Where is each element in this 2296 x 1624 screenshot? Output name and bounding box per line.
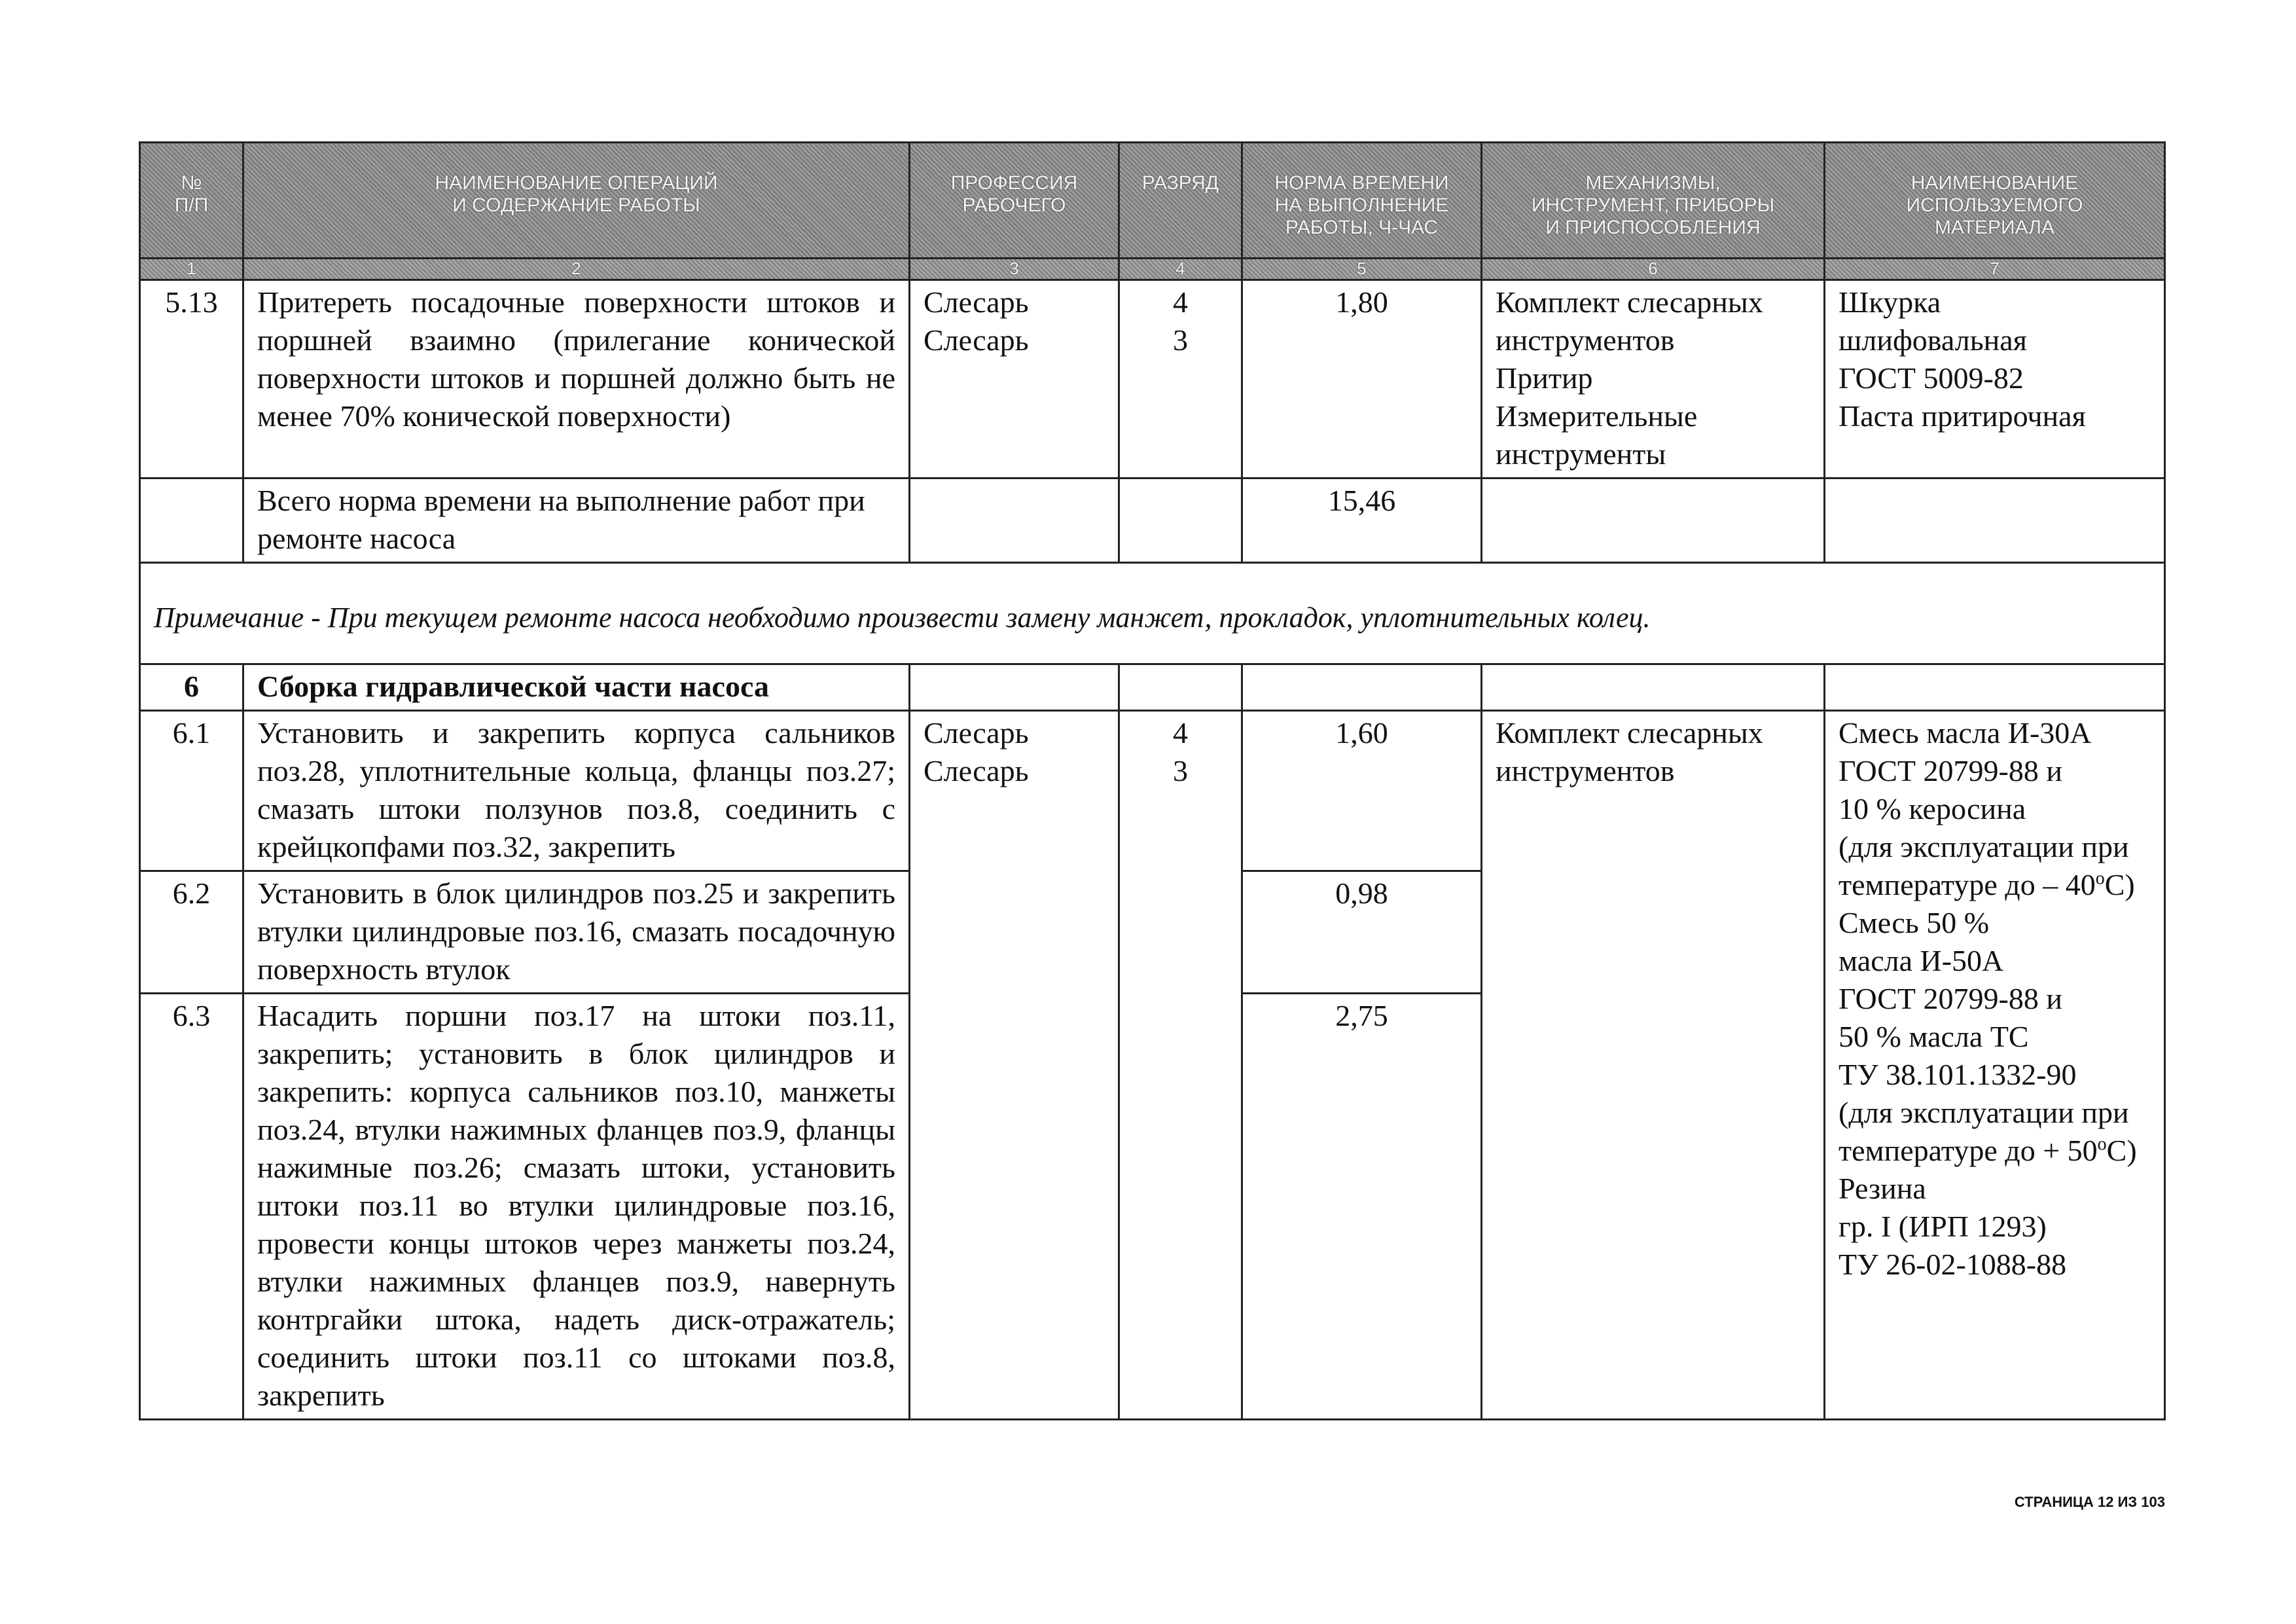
section-row (140, 664, 2165, 711)
note-text: Примечание - При текущем ремонте насоса необходимо произвести замену манжет, прокладок, уплотнительных колец. (140, 563, 2165, 664)
section-number: 6 (140, 664, 243, 711)
table-row (140, 711, 2165, 871)
operation-text: Притереть посадочные поверхности штоков и поршней взаимно (прилегание конической поверхности штоков и поршней должно быть не менее 70% конической поверхности) (243, 280, 910, 478)
profession-cell: Слесарь Слесарь (910, 711, 1119, 1420)
empty-cell (1242, 664, 1482, 711)
header-operation: НАИМЕНОВАНИЕ ОПЕРАЦИЙ И СОДЕРЖАНИЕ РАБОТЫ (243, 143, 910, 259)
header-number: № П/П (140, 143, 243, 259)
header-row (140, 143, 2165, 259)
material-cell: Смесь масла И-30А ГОСТ 20799-88 и 10 % керосина (для эксплуатации при температуре до – $40^оС$) Смесь 50 % масла И-50А ГОСТ 20799-88 и 50 % масла ТС ТУ 38.101.1332-90 (для эксплуатации при температуре до + $50^оС$) Резина гр. I (ИРП 1293) ТУ 26-02-1088-88 (1825, 711, 2165, 1420)
row-number: 6.3 (140, 994, 243, 1420)
empty-cell (1825, 478, 2165, 563)
column-number: 1 (140, 259, 243, 280)
empty-cell (910, 664, 1119, 711)
time-norm-cell: 2,75 (1242, 994, 1482, 1420)
tools-cell: Комплект слесарных инструментов (1482, 711, 1825, 1420)
profession-cell: Слесарь Слесарь (910, 280, 1119, 478)
empty-cell (1482, 664, 1825, 711)
total-label: Всего норма времени на выполнение работ при ремонте насоса (243, 478, 910, 563)
section-title: Сборка гидравлической части насоса (243, 664, 910, 711)
empty-cell (1119, 478, 1242, 563)
column-number: 7 (1825, 259, 2165, 280)
operation-text: Установить и закрепить корпуса сальников поз.28, уплотнительные кольца, фланцы поз.27; смазать штоки ползунов поз.8, соединить с крейцкопфами поз.32, закрепить (243, 711, 910, 871)
time-norm-cell: 0,98 (1242, 871, 1482, 994)
page-number: СТРАНИЦА 12 ИЗ 103 (2014, 1494, 2165, 1510)
time-norm-cell: 1,60 (1242, 711, 1482, 871)
operation-text: Насадить поршни поз.17 на штоки поз.11, закрепить; установить в блок цилиндров и закрепить: корпуса сальников поз.10, манжеты поз.24, втулки нажимных фланцев поз.9, фланцы нажимные поз.26; смазать штоки, установить штоки поз.11 во втулки цилиндровые поз.16, провести концы штоков через манжеты поз.24, втулки нажимных фланцев поз.9, навернуть контргайки штока, надеть диск-отражатель; соединить штоки поз.11 со штоками поз.8, закрепить (243, 994, 910, 1420)
total-row (140, 478, 2165, 563)
header-grade: РАЗРЯД (1119, 143, 1242, 259)
row-number: 6.2 (140, 871, 243, 994)
note-row (140, 563, 2165, 664)
header-profession: ПРОФЕССИЯ РАБОЧЕГО (910, 143, 1119, 259)
column-number: 6 (1482, 259, 1825, 280)
tools-cell: Комплект слесарных инструментов Притир Измерительные инструменты (1482, 280, 1825, 478)
operation-text: Установить в блок цилиндров поз.25 и закрепить втулки цилиндровые поз.16, смазать посадочную поверхность втулок (243, 871, 910, 994)
total-time-norm: 15,46 (1242, 478, 1482, 563)
empty-cell (1482, 478, 1825, 563)
row-number: 5.13 (140, 280, 243, 478)
material-cell: Шкурка шлифовальная ГОСТ 5009-82 Паста притирочная (1825, 280, 2165, 478)
header-time-norm: НОРМА ВРЕМЕНИ НА ВЫПОЛНЕНИЕ РАБОТЫ, Ч-ЧАС (1242, 143, 1482, 259)
row-number: 6.1 (140, 711, 243, 871)
header-material: НАИМЕНОВАНИЕ ИСПОЛЬЗУЕМОГО МАТЕРИАЛА (1825, 143, 2165, 259)
header-tools: МЕХАНИЗМЫ, ИНСТРУМЕНТ, ПРИБОРЫ И ПРИСПОСОБЛЕНИЯ (1482, 143, 1825, 259)
column-number: 3 (910, 259, 1119, 280)
empty-cell (910, 478, 1119, 563)
column-number: 5 (1242, 259, 1482, 280)
column-number: 4 (1119, 259, 1242, 280)
empty-cell (140, 478, 243, 563)
operations-table (139, 141, 2166, 1420)
column-number: 2 (243, 259, 910, 280)
time-norm-cell: 1,80 (1242, 280, 1482, 478)
empty-cell (1119, 664, 1242, 711)
table-row (140, 280, 2165, 478)
grade-cell: 4 3 (1119, 711, 1242, 1420)
column-numbers-row (140, 259, 2165, 280)
empty-cell (1825, 664, 2165, 711)
grade-cell: 4 3 (1119, 280, 1242, 478)
